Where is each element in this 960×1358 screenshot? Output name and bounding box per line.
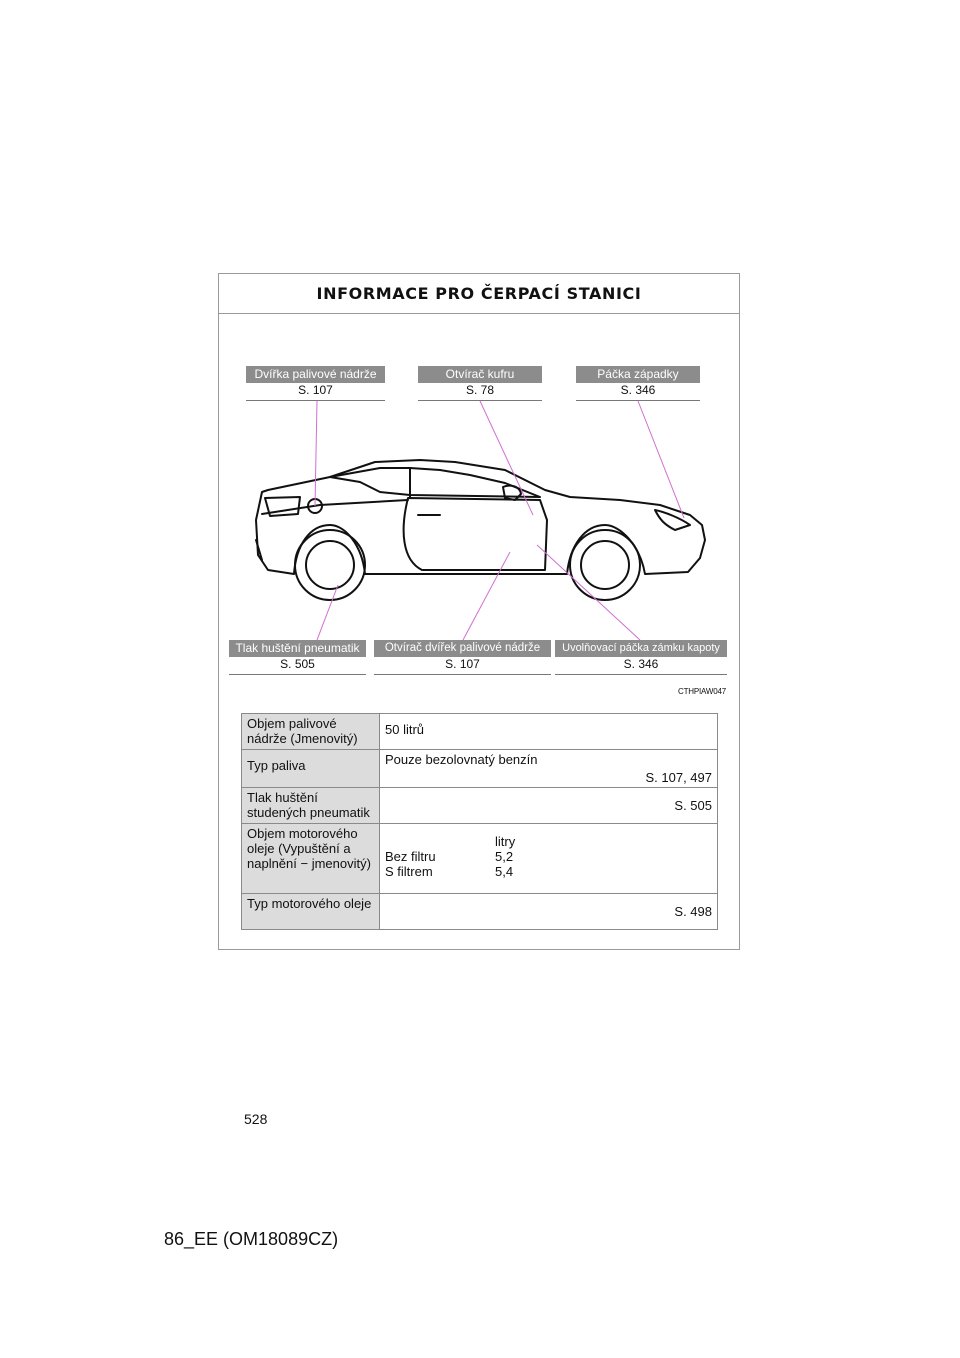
tire-pressure-label: Tlak huštění studených pneumatik	[242, 788, 380, 824]
car-rear-wheel-rim	[306, 541, 354, 589]
car-mirror	[503, 486, 521, 500]
callout-trunk-opener-label: Otvírač kufru	[418, 366, 542, 383]
pointer-fuel-door	[315, 401, 317, 506]
fuel-type-text: Pouze bezolovnatý benzín	[385, 752, 538, 767]
document-id: 86_EE (OM18089CZ)	[164, 1229, 339, 1249]
pointer-latch-lever	[638, 401, 684, 518]
oil-row2-label: S filtrem	[385, 864, 433, 879]
table-row	[242, 788, 718, 824]
figure-code: CTHPIAW047	[678, 687, 726, 696]
spec-table	[241, 713, 718, 930]
fuel-capacity-value: 50 litrů	[380, 714, 718, 750]
callout-trunk-opener-ref: S. 78	[418, 383, 542, 401]
oil-row2-value: 5,4	[495, 864, 514, 879]
callout-tire-pressure-ref: S. 505	[229, 657, 366, 675]
pointer-fuel-door-opener	[463, 552, 510, 640]
oil-capacity-label: Objem motorového oleje (Vypuštění a naplnění − jmenovitý)	[242, 824, 380, 894]
oil-type-label: Typ motorového oleje	[242, 894, 380, 930]
table-row	[242, 824, 718, 894]
callout-fuel-door-label: Dvířka palivové nádrže	[246, 366, 385, 383]
callout-tire-pressure-label: Tlak huštění pneumatik	[229, 640, 366, 657]
callout-latch-lever-label: Páčka západky	[576, 366, 700, 383]
oil-row1-label: Bez filtru	[385, 849, 436, 864]
table-row	[242, 714, 718, 750]
section-title: INFORMACE PRO ČERPACÍ STANICI	[219, 274, 739, 314]
callout-fuel-door-opener-label: Otvírač dvířek palivové nádrže	[374, 640, 551, 657]
table-row	[242, 894, 718, 930]
car-side-crease	[262, 500, 408, 514]
fuel-capacity-label: Objem palivové nádrže (Jmenovitý)	[242, 714, 380, 750]
page-number: 528	[244, 1111, 268, 1127]
fuel-type-ref: S. 107, 497	[645, 770, 712, 785]
oil-type-ref: S. 498	[380, 894, 718, 930]
callout-fuel-door-ref: S. 107	[246, 383, 385, 401]
oil-capacity-value	[380, 824, 718, 894]
callout-latch-lever-ref: S. 346	[576, 383, 700, 401]
oil-unit: litry	[495, 834, 516, 849]
oil-row1-value: 5,2	[495, 849, 514, 864]
car-door-outline	[404, 498, 547, 570]
fuel-type-value	[380, 750, 718, 788]
callout-hood-release-label: Uvolňovací páčka zámku kapoty	[555, 640, 727, 657]
pointer-tire-pressure	[317, 585, 338, 640]
pointer-hood-release	[537, 545, 640, 640]
table-row	[242, 750, 718, 788]
callout-hood-release-ref: S. 346	[555, 657, 727, 675]
tire-pressure-ref: S. 505	[380, 788, 718, 824]
car-front-wheel-rim	[581, 541, 629, 589]
fuel-type-label: Typ paliva	[242, 750, 380, 788]
callout-fuel-door-opener-ref: S. 107	[374, 657, 551, 675]
